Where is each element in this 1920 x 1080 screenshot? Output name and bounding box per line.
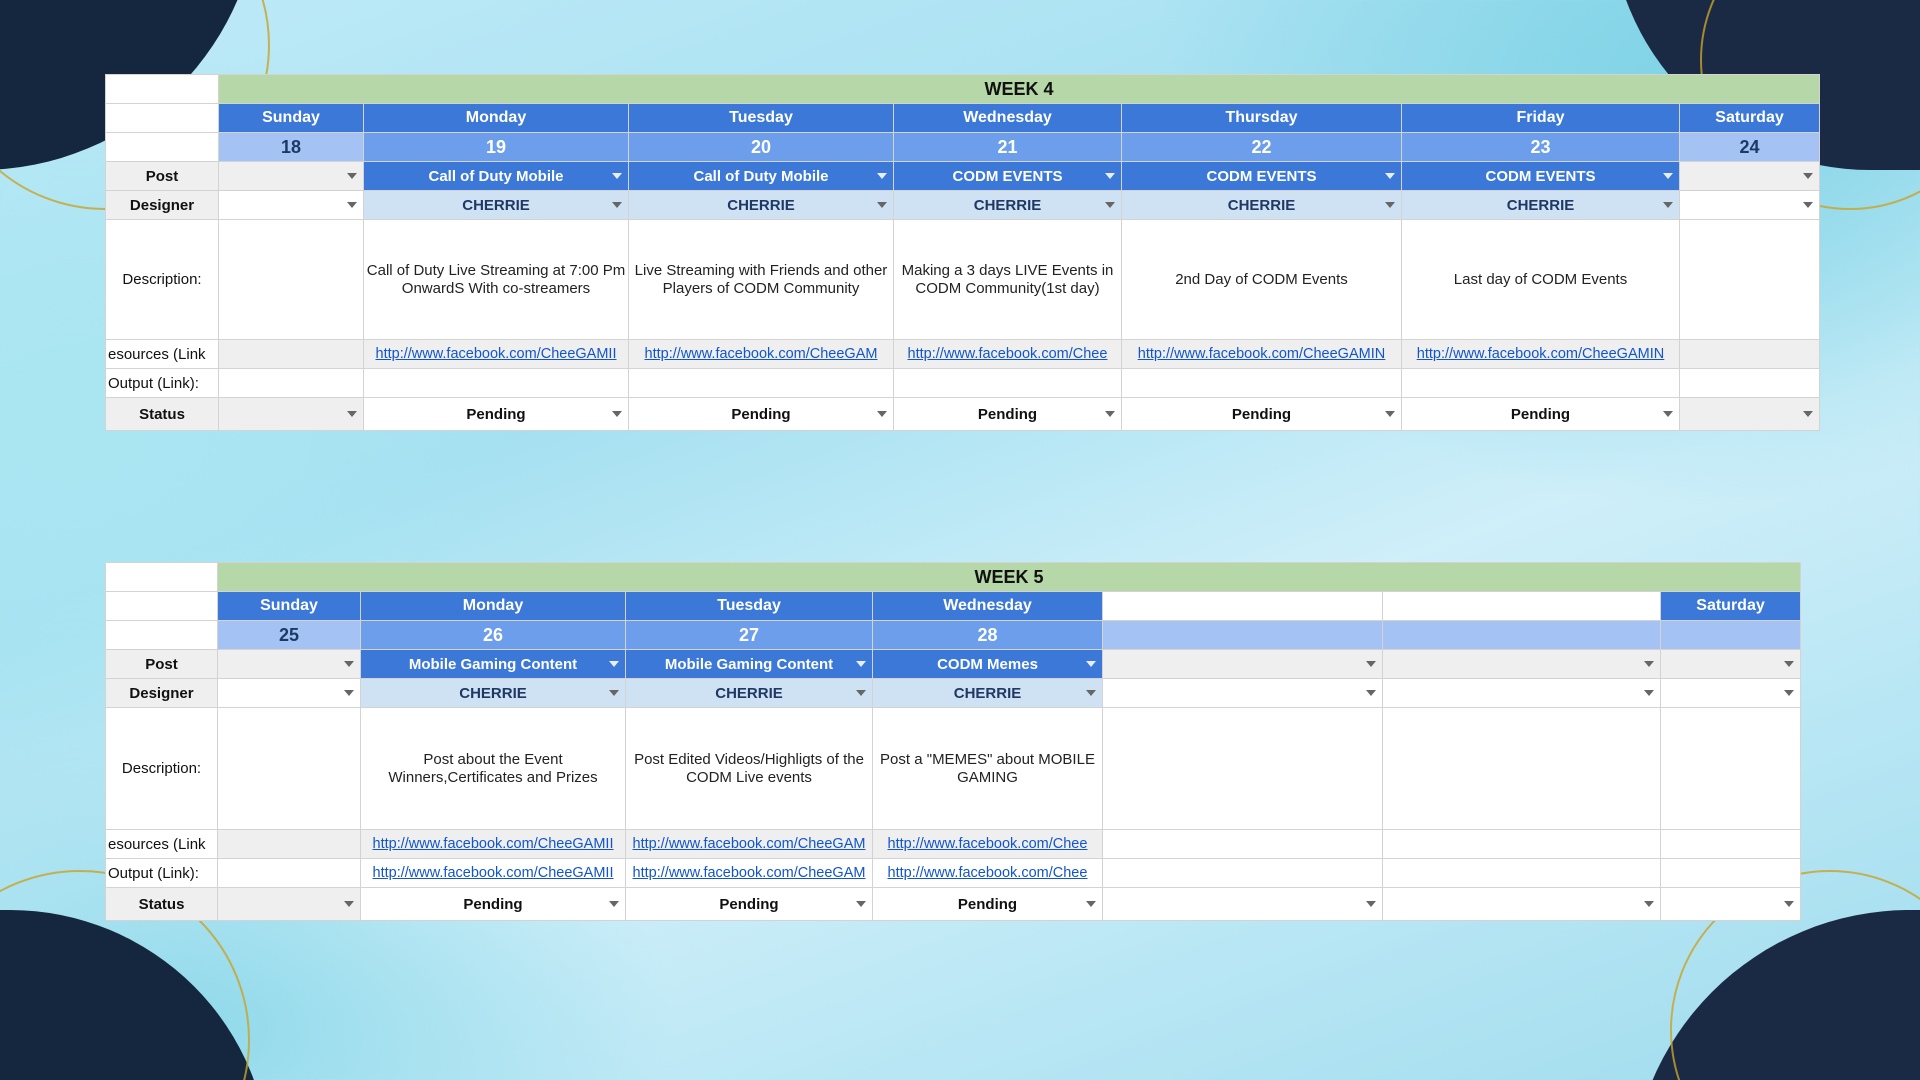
- day-number-20: 20: [629, 133, 894, 162]
- status-value: Pending: [463, 895, 523, 913]
- chevron-down-icon[interactable]: [877, 173, 887, 179]
- resource-link-friday[interactable]: [1383, 830, 1661, 859]
- chevron-down-icon[interactable]: [1663, 411, 1673, 417]
- day-name-thursday-empty: [1103, 592, 1383, 621]
- status-value: Pending: [977, 405, 1038, 423]
- chevron-down-icon[interactable]: [1385, 173, 1395, 179]
- description-cell-tuesday[interactable]: Post Edited Videos/Highligts of the CODM Live events: [626, 708, 873, 830]
- output-link-wednesday[interactable]: [873, 859, 1103, 888]
- designer-cell-saturday[interactable]: [1680, 191, 1820, 220]
- chevron-down-icon[interactable]: [877, 411, 887, 417]
- output-link-tuesday[interactable]: [629, 369, 894, 398]
- day-names-row: [106, 592, 1801, 621]
- designer-cell-monday[interactable]: [361, 679, 626, 708]
- chevron-down-icon[interactable]: [1803, 202, 1813, 208]
- post-cell-sunday[interactable]: [218, 650, 361, 679]
- row-label-post: Post: [106, 650, 218, 679]
- post-cell-friday[interactable]: [1402, 162, 1680, 191]
- status-cell-monday[interactable]: [364, 398, 629, 431]
- resource-link-text[interactable]: http://www.facebook.com/CheeGAM: [632, 836, 866, 852]
- post-value: CODM EVENTS: [1485, 167, 1596, 185]
- chevron-down-icon[interactable]: [612, 173, 622, 179]
- chevron-down-icon[interactable]: [1784, 690, 1794, 696]
- day-name-sunday: Sunday: [219, 104, 364, 133]
- day-number-25: 25: [218, 621, 361, 650]
- post-cell-thursday[interactable]: [1103, 650, 1383, 679]
- designer-value: CHERRIE: [727, 196, 795, 214]
- status-value: Pending: [1510, 405, 1571, 423]
- designer-cell-monday[interactable]: [364, 191, 629, 220]
- description-cell-friday[interactable]: Last day of CODM Events: [1402, 220, 1680, 340]
- row-label-resources: esources (Link: [106, 340, 219, 369]
- designer-cell-tuesday[interactable]: [626, 679, 873, 708]
- output-link-monday[interactable]: [364, 369, 629, 398]
- post-value: CODM Memes: [937, 655, 1038, 673]
- description-cell-wednesday[interactable]: Post a "MEMES" about MOBILE GAMING: [873, 708, 1103, 830]
- resource-link-saturday[interactable]: [1680, 340, 1820, 369]
- output-link-text[interactable]: http://www.facebook.com/CheeGAM: [632, 865, 866, 881]
- output-link-friday[interactable]: [1402, 369, 1680, 398]
- chevron-down-icon[interactable]: [344, 901, 354, 907]
- chevron-down-icon[interactable]: [609, 901, 619, 907]
- week-title: WEEK 4: [219, 75, 1820, 104]
- resource-link-tuesday[interactable]: [626, 830, 873, 859]
- output-link-monday[interactable]: [361, 859, 626, 888]
- resource-link-text[interactable]: http://www.facebook.com/CheeGAMIN: [1416, 346, 1665, 362]
- status-cell-wednesday[interactable]: [894, 398, 1122, 431]
- row-header-blank: [106, 621, 218, 650]
- resources-row: [106, 340, 1820, 369]
- chevron-down-icon[interactable]: [856, 690, 866, 696]
- chevron-down-icon[interactable]: [1663, 202, 1673, 208]
- day-number-empty-2: [1383, 621, 1661, 650]
- resource-link-text[interactable]: http://www.facebook.com/CheeGAMIN: [1137, 346, 1386, 362]
- status-row: [106, 398, 1820, 431]
- output-link-saturday[interactable]: [1661, 859, 1801, 888]
- description-cell-saturday[interactable]: [1661, 708, 1801, 830]
- designer-value: CHERRIE: [459, 684, 527, 702]
- status-cell-monday[interactable]: [361, 888, 626, 921]
- designer-cell-saturday[interactable]: [1661, 679, 1801, 708]
- status-cell-tuesday[interactable]: [626, 888, 873, 921]
- chevron-down-icon[interactable]: [1803, 411, 1813, 417]
- post-cell-wednesday[interactable]: [873, 650, 1103, 679]
- status-row: [106, 888, 1801, 921]
- resource-link-text[interactable]: http://www.facebook.com/Chee: [887, 836, 1088, 852]
- output-row: [106, 369, 1820, 398]
- day-number-19: 19: [364, 133, 629, 162]
- post-value: Mobile Gaming Content: [408, 655, 578, 673]
- status-cell-saturday[interactable]: [1661, 888, 1801, 921]
- row-header-blank: [106, 592, 218, 621]
- day-number-18: 18: [219, 133, 364, 162]
- week-title: WEEK 5: [218, 563, 1801, 592]
- chevron-down-icon[interactable]: [1385, 411, 1395, 417]
- day-name-friday: Friday: [1402, 104, 1680, 133]
- post-cell-saturday[interactable]: [1680, 162, 1820, 191]
- post-value: Call of Duty Mobile: [428, 167, 564, 185]
- corner-cell: [106, 563, 218, 592]
- post-cell-monday[interactable]: [364, 162, 629, 191]
- post-value: Call of Duty Mobile: [693, 167, 829, 185]
- chevron-down-icon[interactable]: [1663, 173, 1673, 179]
- week-4-table: [105, 74, 1820, 431]
- row-label-output: Output (Link):: [106, 369, 219, 398]
- description-row: [106, 708, 1801, 830]
- description-cell-friday[interactable]: [1383, 708, 1661, 830]
- output-link-text[interactable]: http://www.facebook.com/Chee: [887, 865, 1088, 881]
- day-name-saturday: Saturday: [1661, 592, 1801, 621]
- chevron-down-icon[interactable]: [1644, 661, 1654, 667]
- row-label-output: Output (Link):: [106, 859, 218, 888]
- resource-link-sunday[interactable]: [218, 830, 361, 859]
- corner-cell: [106, 75, 219, 104]
- post-row: [106, 650, 1801, 679]
- day-names-row: [106, 104, 1820, 133]
- resource-link-wednesday[interactable]: [894, 340, 1122, 369]
- description-cell-saturday[interactable]: [1680, 220, 1820, 340]
- status-cell-thursday[interactable]: [1122, 398, 1402, 431]
- output-link-saturday[interactable]: [1680, 369, 1820, 398]
- designer-cell-wednesday[interactable]: [873, 679, 1103, 708]
- designer-value: CHERRIE: [1506, 196, 1575, 214]
- designer-value: CHERRIE: [973, 196, 1042, 214]
- chevron-down-icon[interactable]: [1644, 690, 1654, 696]
- resource-link-thursday[interactable]: [1122, 340, 1402, 369]
- resource-link-sunday[interactable]: [219, 340, 364, 369]
- status-value: Pending: [957, 895, 1018, 913]
- day-number-24: 24: [1680, 133, 1820, 162]
- chevron-down-icon[interactable]: [1086, 661, 1096, 667]
- output-link-thursday[interactable]: [1103, 859, 1383, 888]
- status-value: Pending: [719, 895, 779, 913]
- resources-row: [106, 830, 1801, 859]
- status-cell-sunday[interactable]: [219, 398, 364, 431]
- post-cell-friday[interactable]: [1383, 650, 1661, 679]
- row-label-resources: esources (Link: [106, 830, 218, 859]
- status-value: Pending: [1231, 405, 1292, 423]
- row-label-designer: Designer: [106, 191, 219, 220]
- chevron-down-icon[interactable]: [1105, 202, 1115, 208]
- status-cell-saturday[interactable]: [1680, 398, 1820, 431]
- day-name-tuesday: Tuesday: [629, 104, 894, 133]
- week-5-table: [105, 562, 1801, 921]
- designer-value: CHERRIE: [1227, 196, 1296, 214]
- status-cell-thursday[interactable]: [1103, 888, 1383, 921]
- day-numbers-row: [106, 133, 1820, 162]
- chevron-down-icon[interactable]: [612, 411, 622, 417]
- row-label-description: Description:: [106, 220, 219, 340]
- resource-link-tuesday[interactable]: [629, 340, 894, 369]
- output-link-text[interactable]: http://www.facebook.com/CheeGAMII: [372, 865, 614, 881]
- week-title-row: [106, 563, 1801, 592]
- resource-link-friday[interactable]: [1402, 340, 1680, 369]
- status-cell-sunday[interactable]: [218, 888, 361, 921]
- week-4-schedule: [105, 74, 1820, 431]
- chevron-down-icon[interactable]: [1385, 202, 1395, 208]
- day-name-thursday: Thursday: [1122, 104, 1402, 133]
- designer-row: [106, 679, 1801, 708]
- day-name-tuesday: Tuesday: [626, 592, 873, 621]
- resource-link-text[interactable]: http://www.facebook.com/Chee: [907, 346, 1108, 362]
- resource-link-wednesday[interactable]: [873, 830, 1103, 859]
- status-cell-friday[interactable]: [1402, 398, 1680, 431]
- chevron-down-icon[interactable]: [612, 202, 622, 208]
- designer-cell-sunday[interactable]: [218, 679, 361, 708]
- chevron-down-icon[interactable]: [347, 173, 357, 179]
- row-header-blank: [106, 133, 219, 162]
- output-link-wednesday[interactable]: [894, 369, 1122, 398]
- chevron-down-icon[interactable]: [347, 202, 357, 208]
- chevron-down-icon[interactable]: [1086, 901, 1096, 907]
- resource-link-monday[interactable]: [364, 340, 629, 369]
- day-name-wednesday: Wednesday: [894, 104, 1122, 133]
- description-cell-tuesday[interactable]: Live Streaming with Friends and other Players of CODM Community: [629, 220, 894, 340]
- chevron-down-icon[interactable]: [609, 661, 619, 667]
- row-header-blank: [106, 104, 219, 133]
- day-number-26: 26: [361, 621, 626, 650]
- description-cell-sunday[interactable]: [219, 220, 364, 340]
- chevron-down-icon[interactable]: [344, 690, 354, 696]
- resource-link-monday[interactable]: [361, 830, 626, 859]
- resource-link-text[interactable]: http://www.facebook.com/CheeGAMII: [375, 346, 617, 362]
- chevron-down-icon[interactable]: [1784, 661, 1794, 667]
- output-link-sunday[interactable]: [219, 369, 364, 398]
- chevron-down-icon[interactable]: [856, 901, 866, 907]
- designer-cell-friday[interactable]: [1402, 191, 1680, 220]
- chevron-down-icon[interactable]: [344, 661, 354, 667]
- row-label-status: Status: [106, 398, 219, 431]
- post-cell-tuesday[interactable]: [626, 650, 873, 679]
- designer-cell-wednesday[interactable]: [894, 191, 1122, 220]
- status-value: Pending: [731, 405, 791, 423]
- day-name-friday-empty: [1383, 592, 1661, 621]
- resource-link-thursday[interactable]: [1103, 830, 1383, 859]
- output-link-thursday[interactable]: [1122, 369, 1402, 398]
- chevron-down-icon[interactable]: [1105, 411, 1115, 417]
- designer-cell-sunday[interactable]: [219, 191, 364, 220]
- post-value: Mobile Gaming Content: [664, 655, 834, 673]
- designer-cell-tuesday[interactable]: [629, 191, 894, 220]
- day-number-22: 22: [1122, 133, 1402, 162]
- chevron-down-icon[interactable]: [856, 661, 866, 667]
- post-cell-tuesday[interactable]: [629, 162, 894, 191]
- chevron-down-icon[interactable]: [1086, 690, 1096, 696]
- day-number-28: 28: [873, 621, 1103, 650]
- designer-row: [106, 191, 1820, 220]
- status-cell-friday[interactable]: [1383, 888, 1661, 921]
- designer-cell-thursday[interactable]: [1122, 191, 1402, 220]
- chevron-down-icon[interactable]: [609, 690, 619, 696]
- day-name-sunday: Sunday: [218, 592, 361, 621]
- day-number-27: 27: [626, 621, 873, 650]
- chevron-down-icon[interactable]: [877, 202, 887, 208]
- day-name-monday: Monday: [361, 592, 626, 621]
- chevron-down-icon[interactable]: [1644, 901, 1654, 907]
- output-row: [106, 859, 1801, 888]
- designer-cell-friday[interactable]: [1383, 679, 1661, 708]
- day-name-saturday: Saturday: [1680, 104, 1820, 133]
- chevron-down-icon[interactable]: [347, 411, 357, 417]
- description-cell-monday[interactable]: Call of Duty Live Streaming at 7:00 Pm OnwardS With co-streamers: [364, 220, 629, 340]
- description-cell-thursday[interactable]: [1103, 708, 1383, 830]
- designer-value: CHERRIE: [953, 684, 1022, 702]
- designer-value: CHERRIE: [462, 196, 530, 214]
- output-link-friday[interactable]: [1383, 859, 1661, 888]
- resource-link-text[interactable]: http://www.facebook.com/CheeGAMII: [372, 836, 614, 852]
- resource-link-text[interactable]: http://www.facebook.com/CheeGAM: [644, 346, 878, 362]
- post-cell-sunday[interactable]: [219, 162, 364, 191]
- post-cell-wednesday[interactable]: [894, 162, 1122, 191]
- chevron-down-icon[interactable]: [1803, 173, 1813, 179]
- day-number-23: 23: [1402, 133, 1680, 162]
- description-row: [106, 220, 1820, 340]
- status-cell-wednesday[interactable]: [873, 888, 1103, 921]
- row-label-description: Description:: [106, 708, 218, 830]
- row-label-post: Post: [106, 162, 219, 191]
- week-5-schedule: [105, 562, 1801, 921]
- day-number-21: 21: [894, 133, 1122, 162]
- day-number-empty-3: [1661, 621, 1801, 650]
- post-value: CODM EVENTS: [1206, 167, 1317, 185]
- description-cell-wednesday[interactable]: Making a 3 days LIVE Events in CODM Community(1st day): [894, 220, 1122, 340]
- day-name-wednesday: Wednesday: [873, 592, 1103, 621]
- output-link-tuesday[interactable]: [626, 859, 873, 888]
- week-title-row: [106, 75, 1820, 104]
- output-link-sunday[interactable]: [218, 859, 361, 888]
- resource-link-saturday[interactable]: [1661, 830, 1801, 859]
- status-value: Pending: [466, 405, 526, 423]
- post-row: [106, 162, 1820, 191]
- description-cell-sunday[interactable]: [218, 708, 361, 830]
- post-cell-thursday[interactable]: [1122, 162, 1402, 191]
- day-name-monday: Monday: [364, 104, 629, 133]
- chevron-down-icon[interactable]: [1784, 901, 1794, 907]
- chevron-down-icon[interactable]: [1366, 661, 1376, 667]
- chevron-down-icon[interactable]: [1366, 901, 1376, 907]
- designer-cell-thursday[interactable]: [1103, 679, 1383, 708]
- designer-value: CHERRIE: [715, 684, 783, 702]
- chevron-down-icon[interactable]: [1366, 690, 1376, 696]
- post-cell-monday[interactable]: [361, 650, 626, 679]
- chevron-down-icon[interactable]: [1105, 173, 1115, 179]
- post-value: CODM EVENTS: [952, 167, 1063, 185]
- description-cell-thursday[interactable]: 2nd Day of CODM Events: [1122, 220, 1402, 340]
- day-number-empty-1: [1103, 621, 1383, 650]
- status-cell-tuesday[interactable]: [629, 398, 894, 431]
- row-label-status: Status: [106, 888, 218, 921]
- description-cell-monday[interactable]: Post about the Event Winners,Certificates and Prizes: [361, 708, 626, 830]
- post-cell-saturday[interactable]: [1661, 650, 1801, 679]
- row-label-designer: Designer: [106, 679, 218, 708]
- day-numbers-row: [106, 621, 1801, 650]
